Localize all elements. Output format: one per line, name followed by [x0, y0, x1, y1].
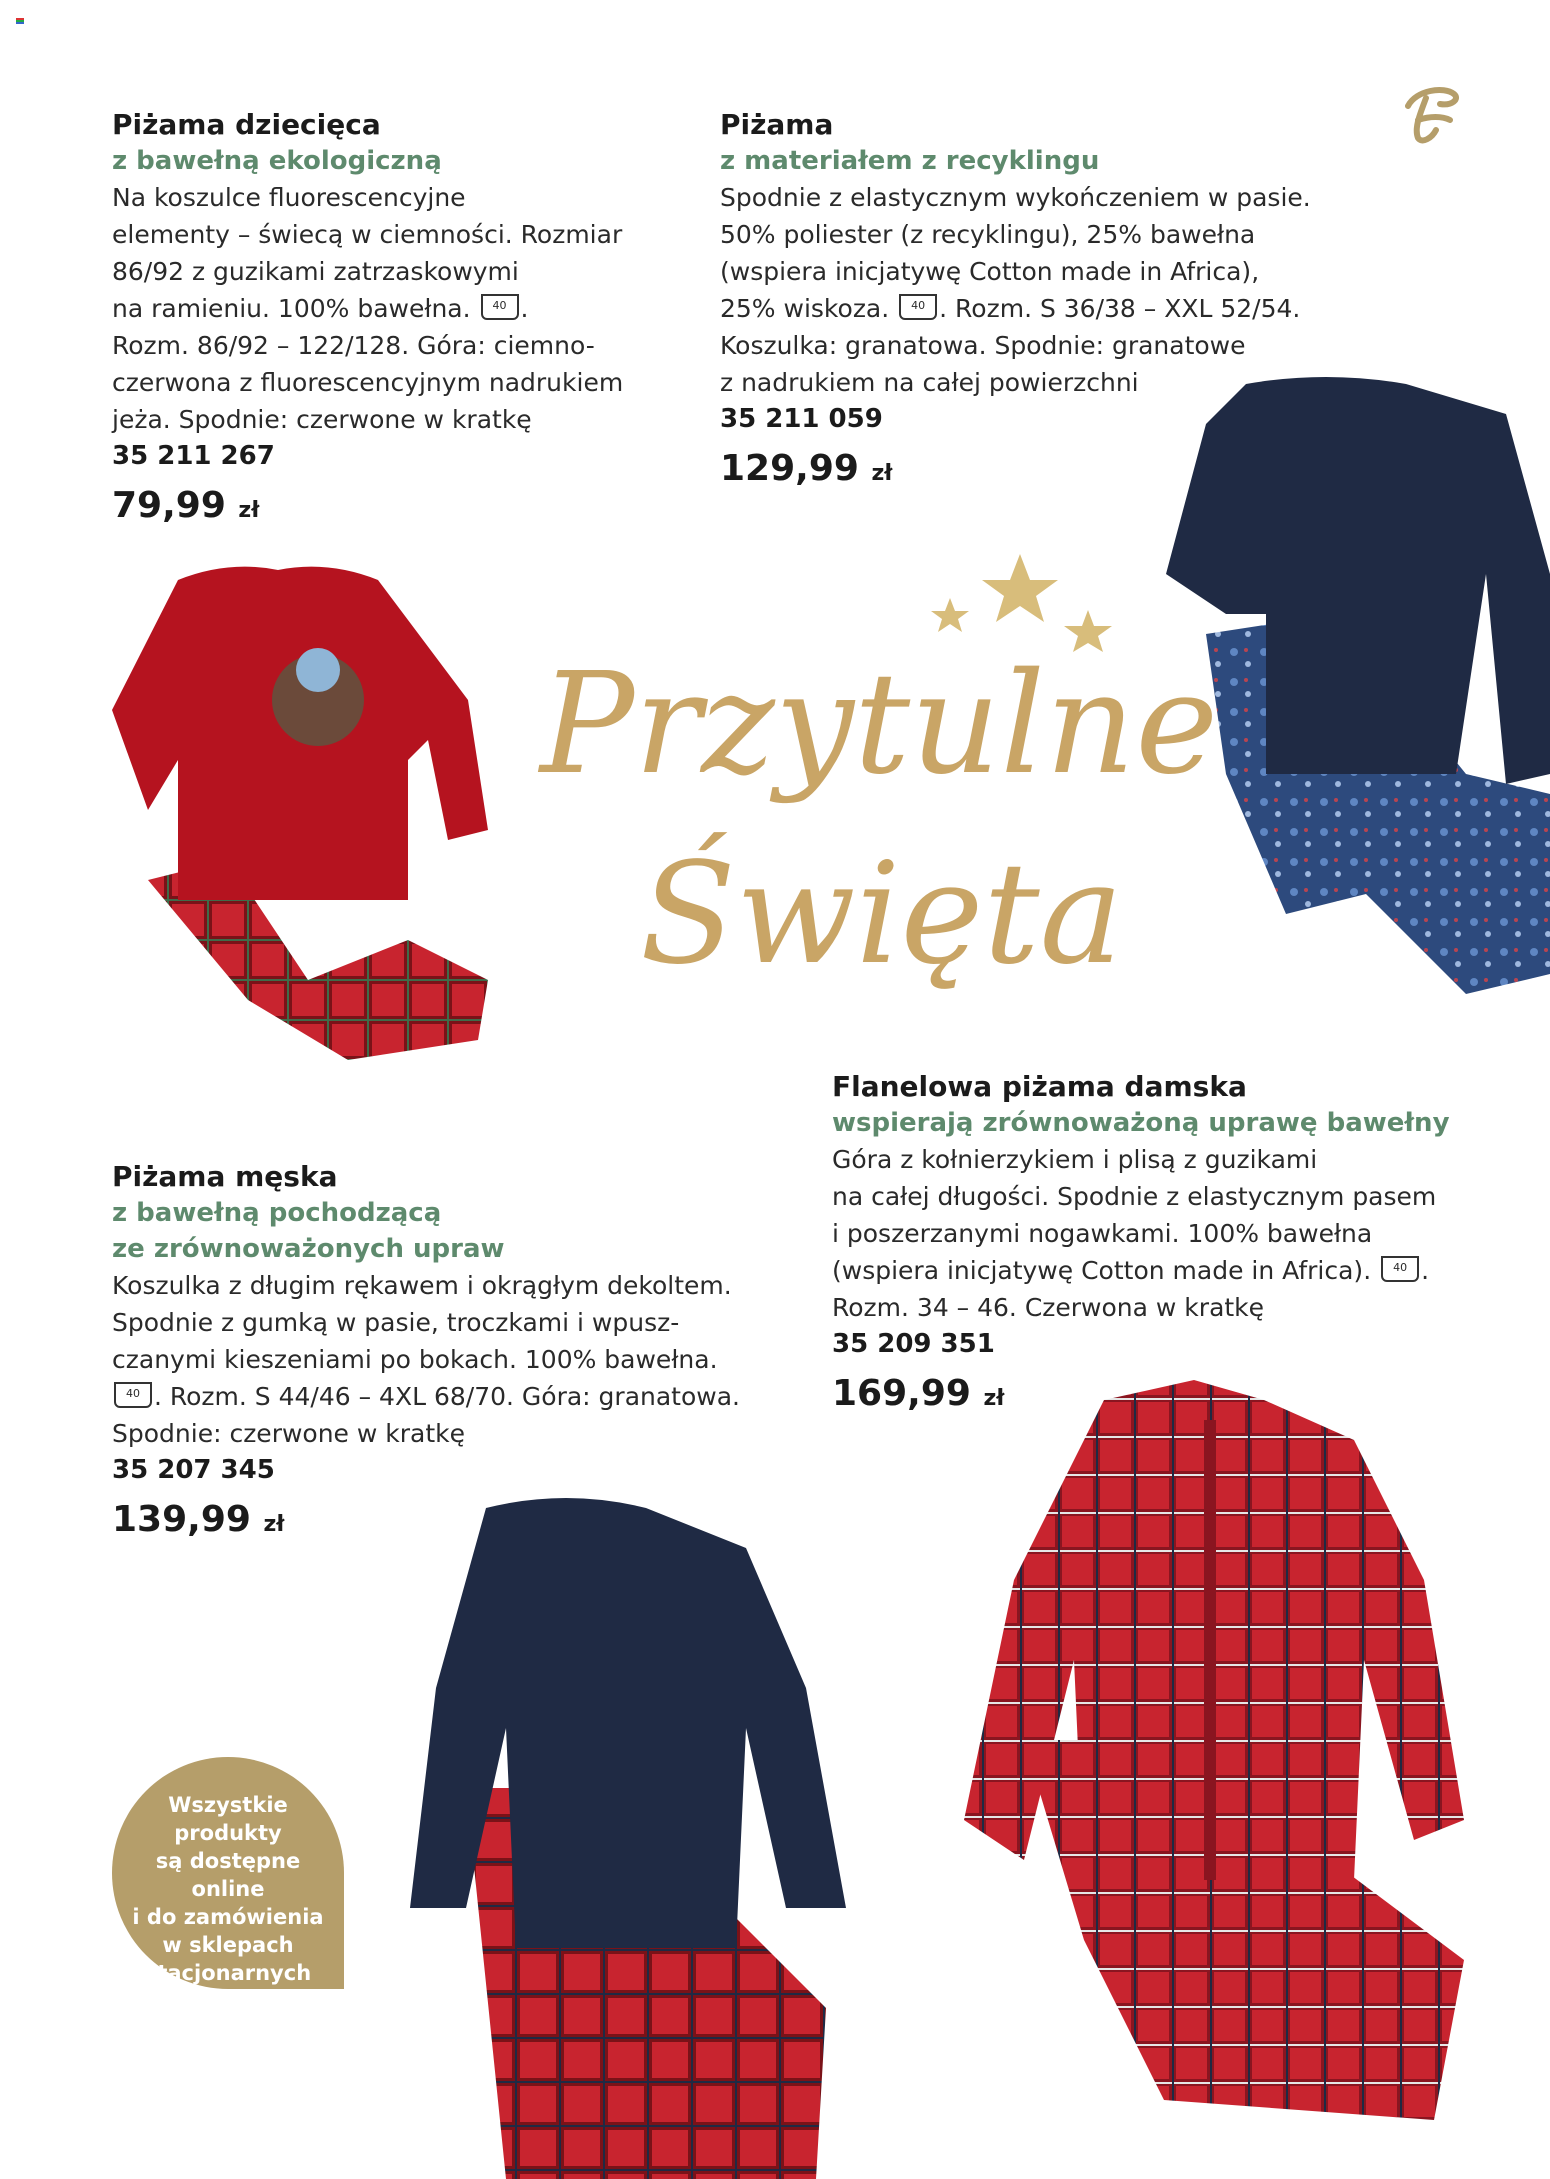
product-kids	[112, 106, 672, 534]
tchibo-logo-icon	[1396, 80, 1466, 148]
product-code: 35 207 345	[112, 1455, 275, 1485]
product-womens	[832, 1068, 1472, 1422]
product-subtitle: z materiałem z recyklingu	[720, 146, 1100, 176]
product-price: 129,99 zł	[720, 448, 893, 489]
mens-pajama-image	[406, 1488, 846, 2179]
availability-badge: Wszystkie produkty są dostępne online i do zamówienia w sklepach stacjonarnych	[112, 1757, 344, 1989]
product-description: Koszulka z długim rękawem i okrągłym dekoltem. Spodnie z gumką w pasie, troczkami i wpusz- czanymi kieszeniami po bokach. 100% bawełna. 40 . Rozm. S 44/46 – 4XL 68/70. Góra: granatowa. Spodnie: czerwone w kratkę	[112, 1271, 740, 1448]
wash-40-icon: 40	[114, 1382, 152, 1408]
product-title: Piżama dziecięca	[112, 108, 381, 141]
wash-40-icon: 40	[481, 294, 519, 320]
product-price: 139,99 zł	[112, 1499, 285, 1540]
navy-pajama-image	[1166, 374, 1550, 1014]
kids-pajama-image	[108, 560, 508, 1080]
headline-line-1: Przytulne	[540, 643, 1219, 806]
product-price: 79,99 zł	[112, 485, 260, 526]
product-subtitle: wspierają zrównoważoną uprawę bawełny	[832, 1108, 1450, 1138]
product-price: 169,99 zł	[832, 1373, 1005, 1414]
product-code: 35 211 059	[720, 404, 883, 434]
product-title: Flanelowa piżama damska	[832, 1070, 1247, 1103]
corner-flag-icon	[16, 18, 24, 24]
wash-40-icon: 40	[899, 294, 937, 320]
headline-line-2: Święta	[640, 833, 1124, 996]
product-subtitle: ze zrównoważonych upraw	[112, 1234, 505, 1264]
wash-40-icon: 40	[1381, 1256, 1419, 1282]
product-description: Góra z kołnierzykiem i plisą z guzikami na całej długości. Spodnie z elastycznym pasem i poszerzanymi nogawkami. 100% bawełna (wspiera inicjatywę Cotton made in Africa). 40 . Rozm. 34 – 46. Czerwona w kratkę	[832, 1145, 1437, 1322]
product-subtitle: z bawełną pochodzącą	[112, 1198, 442, 1228]
product-title: Piżama męska	[112, 1160, 338, 1193]
product-title: Piżama	[720, 108, 834, 141]
product-description: Spodnie z elastycznym wykończeniem w pasie. 50% poliester (z recyklingu), 25% bawełna (wspiera inicjatywę Cotton made in Africa), 25% wiskoza. 40 . Rozm. S 36/38 – XXL 52/54. Koszulka: granatowa. Spodnie: granatowe z nadrukiem na całej powierzchni	[720, 183, 1311, 397]
product-subtitle: z bawełną ekologiczną	[112, 146, 442, 176]
product-code: 35 209 351	[832, 1329, 995, 1359]
product-code: 35 211 267	[112, 441, 275, 471]
womens-pajama-image	[964, 1380, 1464, 2120]
product-description: Na koszulce fluorescencyjne elementy – świecą w ciemności. Rozmiar 86/92 z guzikami zatrzaskowymi na ramieniu. 100% bawełna. 40 . Rozm. 86/92 – 122/128. Góra: ciemno- czerwona z fluorescencyjnym nadrukiem jeża. Spodnie: czerwone w kratkę	[112, 183, 624, 434]
